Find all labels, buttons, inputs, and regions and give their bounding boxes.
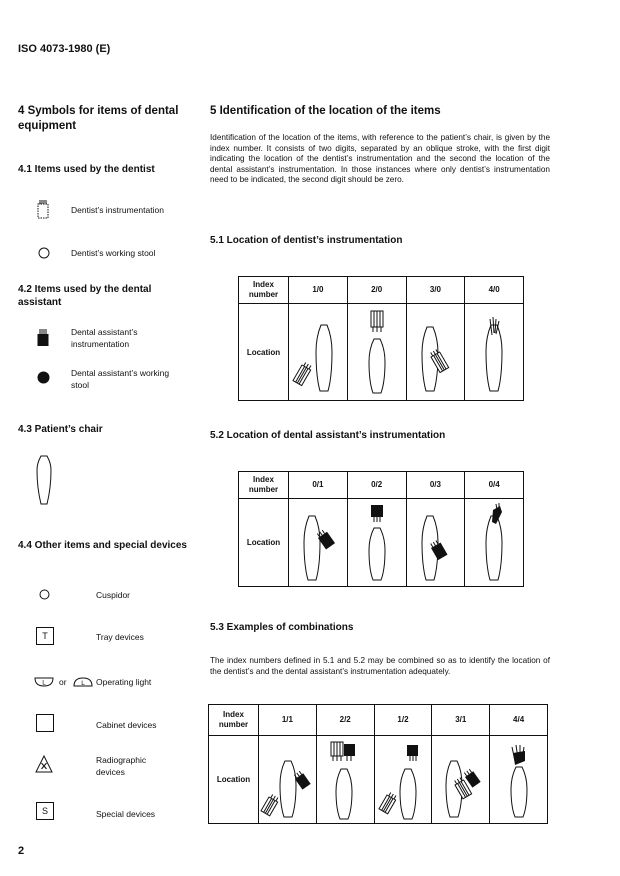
tray-devices-label: Tray devices xyxy=(96,632,144,642)
special-devices-label: Special devices xyxy=(96,809,156,819)
section-4-4-title: 4.4 Other items and special devices xyxy=(18,540,187,551)
table3-cell-4 xyxy=(432,736,490,824)
special-devices-icon: S xyxy=(36,802,54,820)
location-label: Location xyxy=(239,304,289,401)
table-combinations xyxy=(208,704,548,824)
table3-cell-3 xyxy=(374,736,432,824)
chair-with-assistant-top-diagram xyxy=(349,502,405,584)
table-dentist-location xyxy=(238,276,524,401)
chair-with-dentist-left-diagram xyxy=(290,307,346,397)
chair-with-assistant-head-diagram xyxy=(466,502,522,584)
cuspidor-label: Cuspidor xyxy=(96,590,131,600)
index-header: Index number xyxy=(239,277,289,304)
operating-light-icon-a xyxy=(34,677,54,687)
table1-header-3: 3/0 xyxy=(406,277,465,304)
index-header: Index number xyxy=(239,472,289,499)
chair-with-assistant-right-diagram xyxy=(290,502,346,584)
section-5-1-title: 5.1 Location of dentist’s instrumentation xyxy=(210,235,403,246)
operating-light-letter: L xyxy=(42,679,46,687)
table1-cell-1 xyxy=(289,304,348,401)
section-5-title: 5 Identification of the location of the items xyxy=(210,105,441,117)
table3-header-1: 1/1 xyxy=(259,705,317,736)
location-label: Location xyxy=(239,499,289,587)
page-number: 2 xyxy=(18,845,25,857)
assistant-instrumentation-label: Dental assistant’s instrumentation xyxy=(71,327,138,349)
table3-cell-1 xyxy=(259,736,317,824)
section-4-2-title: 4.2 Items used by the dental assistant xyxy=(18,284,152,308)
cabinet-devices-icon xyxy=(36,714,54,732)
table3-cell-5 xyxy=(490,736,548,824)
patient-chair-icon xyxy=(36,455,52,505)
table2-cell-3 xyxy=(406,499,465,587)
assistant-stool-icon xyxy=(37,371,50,384)
cabinet-devices-label: Cabinet devices xyxy=(96,720,157,730)
table3-header-4: 3/1 xyxy=(432,705,490,736)
index-header: Index number xyxy=(209,705,259,736)
combination-4-4-diagram xyxy=(491,739,547,821)
chair-with-assistant-right-low-diagram xyxy=(407,502,463,584)
section-5-paragraph: Identification of the location of the items, with reference to the patient’s chair, is given by the index number. It consists of two digits, separated by an oblique stroke, with the first digit indicating the location of the dentist’s instrumentation and the second the location of the dental assistant’s instrumentation. In those instances where only dentist’s instrumentation need to be indicated, the second digit should be zero. xyxy=(210,133,550,185)
chair-with-dentist-right-diagram xyxy=(407,307,463,397)
table1-header-4: 4/0 xyxy=(465,277,524,304)
document-header: ISO 4073-1980 (E) xyxy=(18,43,111,55)
table3-header-5: 4/4 xyxy=(490,705,548,736)
assistant-stool-label: Dental assistant’s working stool xyxy=(71,368,170,390)
dentist-instrumentation-icon xyxy=(37,199,49,219)
combination-2-2-diagram xyxy=(317,739,373,821)
location-label: Location xyxy=(209,736,259,824)
assistant-instrumentation-icon xyxy=(37,329,49,347)
radiographic-devices-label: Radiographic devices xyxy=(96,755,147,777)
table3-cell-2 xyxy=(316,736,374,824)
section-5-2-title: 5.2 Location of dental assistant’s instrumentation xyxy=(210,430,446,441)
radiographic-devices-icon xyxy=(34,754,54,774)
section-4-1-title: 4.1 Items used by the dentist xyxy=(18,164,155,175)
table1-cell-4 xyxy=(465,304,524,401)
table2-cell-4 xyxy=(465,499,524,587)
combination-3-1-diagram xyxy=(433,739,489,821)
dentist-instrumentation-label: Dentist’s instrumentation xyxy=(71,205,164,215)
table2-header-2: 0/2 xyxy=(347,472,406,499)
table2-cell-1 xyxy=(289,499,348,587)
cuspidor-icon xyxy=(39,589,50,600)
table2-header-4: 0/4 xyxy=(465,472,524,499)
table1-cell-3 xyxy=(406,304,465,401)
section-4-title: 4 Symbols for items of dental equipment xyxy=(18,105,179,132)
combination-1-2-diagram xyxy=(375,739,431,821)
chair-with-dentist-head-diagram xyxy=(466,307,522,397)
table3-header-3: 1/2 xyxy=(374,705,432,736)
table2-header-1: 0/1 xyxy=(289,472,348,499)
table1-header-2: 2/0 xyxy=(347,277,406,304)
table3-header-2: 2/2 xyxy=(316,705,374,736)
chair-with-dentist-top-diagram xyxy=(349,307,405,397)
table-assistant-location xyxy=(238,471,524,587)
section-5-3-title: 5.3 Examples of combinations xyxy=(210,622,354,633)
section-4-3-title: 4.3 Patient’s chair xyxy=(18,424,103,435)
table2-cell-2 xyxy=(347,499,406,587)
combination-1-1-diagram xyxy=(259,739,315,821)
or-label: or xyxy=(59,677,67,687)
operating-light-icon-b xyxy=(73,677,93,687)
dentist-stool-label: Dentist’s working stool xyxy=(71,248,156,258)
operating-light-label: Operating light xyxy=(96,677,152,687)
dentist-stool-icon xyxy=(38,247,50,259)
section-5-3-paragraph: The index numbers defined in 5.1 and 5.2 may be combined so as to identify the location of the dentist’s and the dental assistant’s instrumentation adequately. xyxy=(210,656,550,676)
table2-header-3: 0/3 xyxy=(406,472,465,499)
operating-light-letter-b: L xyxy=(81,680,85,687)
table1-header-1: 1/0 xyxy=(289,277,348,304)
table1-cell-2 xyxy=(347,304,406,401)
tray-devices-icon: T xyxy=(36,627,54,645)
